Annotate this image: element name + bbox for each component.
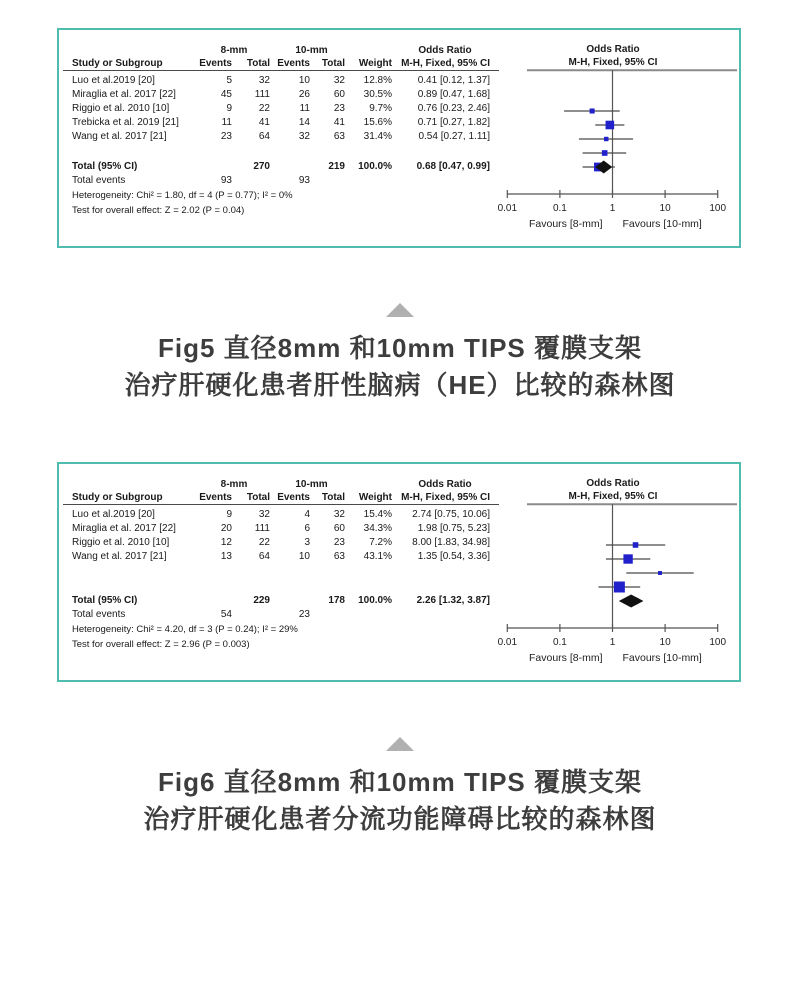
tick-label: 1: [609, 637, 616, 648]
weight-cell: 30.5%: [363, 89, 392, 100]
effect-square-marker: [614, 582, 625, 593]
total1-cell: 229: [253, 595, 270, 606]
caption-line-2: 治疗肝硬化患者肝性脑病（HE）比较的森林图: [124, 370, 676, 400]
column-header: M-H, Fixed, 95% CI: [401, 58, 490, 69]
total2-cell: 219: [328, 161, 345, 172]
total2-cell: 60: [333, 89, 345, 100]
weight-cell: 15.4%: [363, 509, 392, 520]
pooled-diamond: [595, 161, 612, 174]
or-ci-cell: 8.00 [1.83, 34.98]: [412, 537, 490, 548]
effect-square-marker: [606, 121, 615, 130]
study-name-cell: Miraglia et al. 2017 [22]: [72, 523, 176, 534]
or-ci-cell: 0.71 [0.27, 1.82]: [417, 117, 490, 128]
study-name-cell: Miraglia et al. 2017 [22]: [72, 89, 176, 100]
column-header: Weight: [358, 492, 392, 503]
figure-block: [0, 462, 800, 896]
total1-cell: 111: [254, 523, 270, 534]
effect-square-marker: [633, 542, 639, 548]
collapse-triangle-icon: [386, 303, 414, 317]
events1-cell: 9: [226, 509, 232, 520]
plot-header-subtitle: M-H, Fixed, 95% CI: [568, 491, 658, 502]
caption-line-1: Fig5 直径8mm 和10mm TIPS 覆膜支架: [158, 333, 642, 363]
events2-cell: 4: [304, 509, 310, 520]
study-name-cell: Wang et al. 2017 [21]: [72, 131, 167, 142]
plot-header-subtitle: M-H, Fixed, 95% CI: [568, 57, 658, 68]
weight-cell: 31.4%: [363, 131, 392, 142]
study-name-cell: Riggio et al. 2010 [10]: [72, 537, 170, 548]
total1-cell: 64: [258, 551, 270, 562]
forest-plot-panel: [57, 462, 741, 682]
group2-header: 10-mm: [295, 45, 328, 56]
or-ci-cell: 0.76 [0.23, 2.46]: [417, 103, 490, 114]
total1-cell: 41: [258, 117, 270, 128]
effect-square-marker: [604, 137, 608, 141]
favours-left-label: Favours [8-mm]: [528, 652, 603, 664]
tick-label: 0.1: [552, 203, 567, 214]
study-name-cell: Luo et al.2019 [20]: [72, 75, 155, 86]
or-ci-cell: 0.68 [0.47, 0.99]: [416, 161, 490, 172]
or-ci-cell: 0.54 [0.27, 1.11]: [418, 131, 490, 142]
events2-cell: 10: [298, 75, 310, 86]
tick-label: 100: [709, 203, 727, 214]
heterogeneity-text: Heterogeneity: Chi² = 1.80, df = 4 (P = 0.77); I² = 0%: [72, 190, 293, 201]
tick-label: 0.1: [552, 637, 567, 648]
total1-cell: 111: [254, 89, 270, 100]
overall-effect-text: Test for overall effect: Z = 2.96 (P = 0.003): [72, 639, 250, 650]
or-ci-cell: 0.41 [0.12, 1.37]: [417, 75, 490, 86]
column-header: Study or Subgroup: [72, 492, 163, 503]
total2-cell: 23: [333, 537, 345, 548]
total1-cell: 270: [253, 161, 270, 172]
total1-cell: 22: [258, 537, 270, 548]
column-header: Total: [321, 492, 345, 503]
or-ci-cell: 2.74 [0.75, 10.06]: [412, 509, 490, 520]
forest-plot-graph: [59, 30, 739, 246]
tick-label: 10: [659, 637, 671, 648]
or-ci-cell: 1.35 [0.54, 3.36]: [417, 551, 490, 562]
total1-cell: 64: [258, 131, 270, 142]
tick-label: 0.01: [497, 637, 518, 648]
figure-caption: [0, 764, 800, 838]
events1-cell: 23: [220, 131, 232, 142]
events1-cell: 5: [226, 75, 232, 86]
column-header: Events: [277, 58, 310, 69]
events1-cell: 13: [220, 551, 232, 562]
events1-cell: 93: [220, 175, 232, 186]
favours-right-label: Favours [10-mm]: [622, 218, 702, 230]
total2-cell: 178: [328, 595, 345, 606]
study-name-cell: Luo et al.2019 [20]: [72, 509, 155, 520]
weight-cell: 7.2%: [369, 537, 392, 548]
or-column-header: Odds Ratio: [418, 479, 472, 490]
collapse-triangle-icon: [386, 737, 414, 751]
weight-cell: 9.7%: [369, 103, 392, 114]
column-header: Total: [246, 58, 270, 69]
weight-cell: 15.6%: [363, 117, 392, 128]
column-header: Study or Subgroup: [72, 58, 163, 69]
column-header: Total: [321, 58, 345, 69]
events1-cell: 45: [220, 89, 232, 100]
column-header: Weight: [358, 58, 392, 69]
events1-cell: 12: [220, 537, 232, 548]
column-header: Events: [277, 492, 310, 503]
caption-line-1: Fig6 直径8mm 和10mm TIPS 覆膜支架: [158, 767, 642, 797]
favours-right-label: Favours [10-mm]: [622, 652, 702, 664]
effect-square-marker: [658, 571, 662, 575]
weight-cell: 12.8%: [363, 75, 392, 86]
tick-label: 10: [659, 203, 671, 214]
column-header: M-H, Fixed, 95% CI: [401, 492, 490, 503]
tick-label: 0.01: [497, 203, 518, 214]
total1-cell: 22: [258, 103, 270, 114]
group2-header: 10-mm: [295, 479, 328, 490]
figure-caption: [0, 330, 800, 404]
pooled-diamond: [619, 595, 644, 608]
events2-cell: 3: [304, 537, 310, 548]
heterogeneity-text: Heterogeneity: Chi² = 4.20, df = 3 (P = 0.24); I² = 29%: [72, 624, 298, 635]
events2-cell: 32: [298, 131, 310, 142]
events2-cell: 26: [298, 89, 310, 100]
tick-label: 1: [609, 203, 616, 214]
events2-cell: 10: [298, 551, 310, 562]
weight-cell: 100.0%: [358, 595, 392, 606]
column-header: Events: [199, 492, 232, 503]
events2-cell: 11: [299, 103, 310, 114]
total2-cell: 63: [333, 131, 345, 142]
total1-cell: 32: [258, 75, 270, 86]
total2-cell: 23: [333, 103, 345, 114]
or-ci-cell: 2.26 [1.32, 3.87]: [416, 595, 490, 606]
weight-cell: 100.0%: [358, 161, 392, 172]
total2-cell: 60: [333, 523, 345, 534]
total-events-label-cell: Total events: [72, 609, 126, 620]
events2-cell: 6: [304, 523, 310, 534]
total2-cell: 63: [333, 551, 345, 562]
group1-header: 8-mm: [220, 45, 248, 56]
events2-cell: 93: [298, 175, 310, 186]
or-ci-cell: 1.98 [0.75, 5.23]: [417, 523, 490, 534]
study-name-cell: Riggio et al. 2010 [10]: [72, 103, 170, 114]
forest-plot-panel: [57, 28, 741, 248]
effect-square-marker: [590, 108, 595, 113]
total1-cell: 32: [258, 509, 270, 520]
or-column-header: Odds Ratio: [418, 45, 472, 56]
total2-cell: 41: [333, 117, 345, 128]
favours-left-label: Favours [8-mm]: [528, 218, 603, 230]
events2-cell: 23: [298, 609, 310, 620]
overall-effect-text: Test for overall effect: Z = 2.02 (P = 0.04): [72, 205, 245, 216]
column-header: Events: [199, 58, 232, 69]
total-events-label-cell: Total events: [72, 175, 126, 186]
tick-label: 100: [709, 637, 727, 648]
column-header: Total: [246, 492, 270, 503]
events1-cell: 11: [221, 117, 232, 128]
forest-plot-graph: [59, 464, 739, 680]
figure-block: [0, 28, 800, 462]
effect-square-marker: [623, 554, 632, 563]
events2-cell: 14: [298, 117, 310, 128]
or-ci-cell: 0.89 [0.47, 1.68]: [417, 89, 490, 100]
caption-line-2: 治疗肝硬化患者分流功能障碍比较的森林图: [143, 804, 657, 834]
total-label-cell: Total (95% CI): [72, 161, 138, 172]
weight-cell: 43.1%: [363, 551, 392, 562]
weight-cell: 34.3%: [363, 523, 392, 534]
plot-header-title: Odds Ratio: [586, 478, 640, 489]
total-label-cell: Total (95% CI): [72, 595, 138, 606]
study-name-cell: Trebicka et al. 2019 [21]: [72, 117, 179, 128]
events1-cell: 54: [220, 609, 232, 620]
total2-cell: 32: [333, 75, 345, 86]
total2-cell: 32: [333, 509, 345, 520]
group1-header: 8-mm: [220, 479, 248, 490]
events1-cell: 20: [220, 523, 232, 534]
events1-cell: 9: [226, 103, 232, 114]
study-name-cell: Wang et al. 2017 [21]: [72, 551, 167, 562]
effect-square-marker: [602, 150, 608, 156]
plot-header-title: Odds Ratio: [586, 44, 640, 55]
